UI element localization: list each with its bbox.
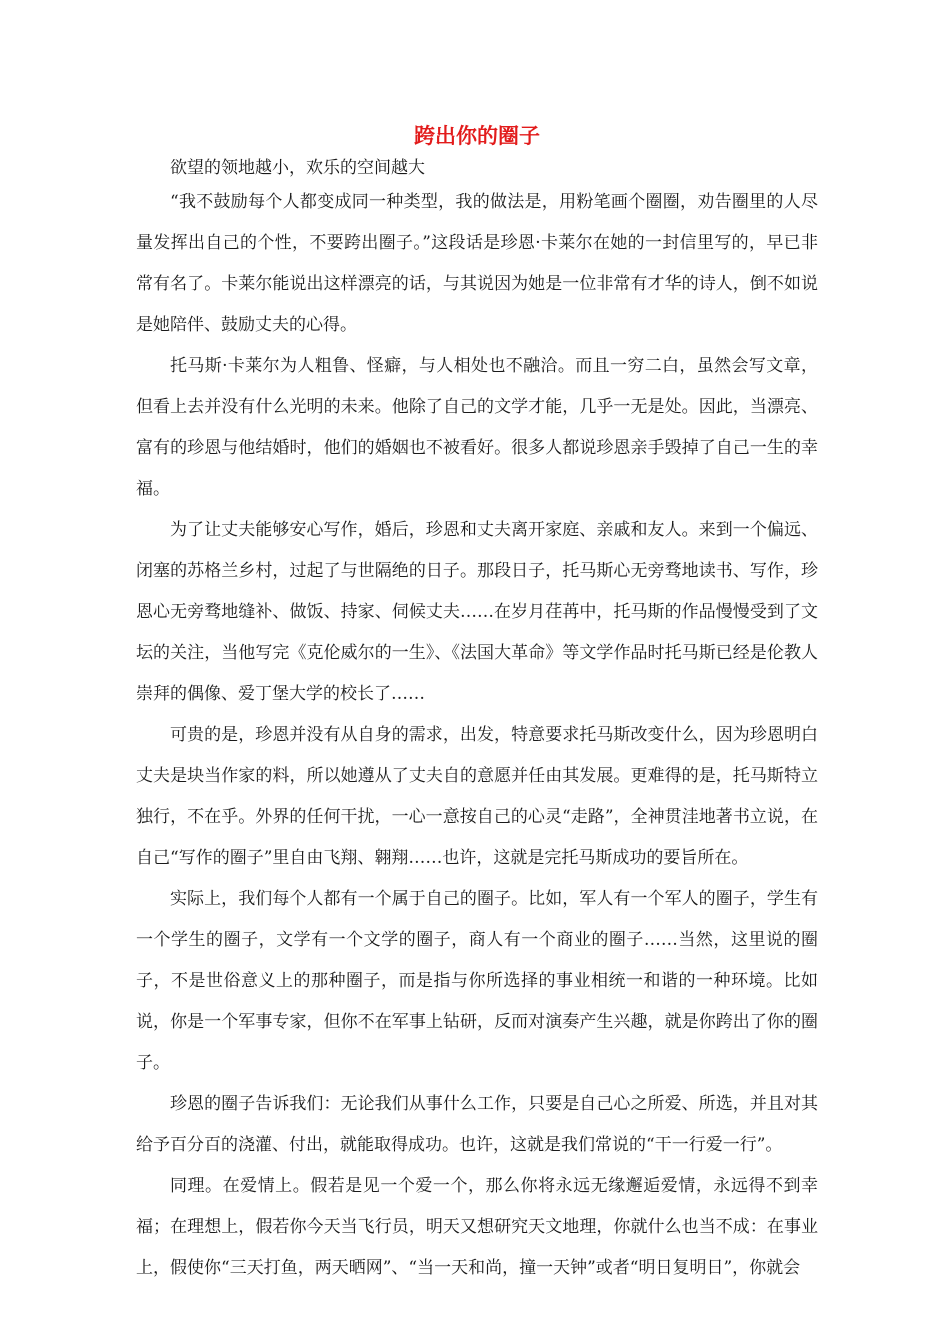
paragraph-1: “我不鼓励每个人都变成同一种类型，我的做法是，用粉笔画个圈圈，劝告圈里的人尽量发挥出自己的个性，不要跨出圈子。”这段话是珍恩·卡莱尔在她的一封信里写的，早已非常有名了。卡莱尔能说出这样漂亮的话，与其说因为她是一位非常有才华的诗人，倒不如说是她陪伴、鼓励丈夫的心得。 (136, 192, 818, 335)
paragraph-4: 可贵的是，珍恩并没有从自身的需求，出发，特意要求托马斯改变什么，因为珍恩明白丈夫是块当作家的料，所以她遵从了丈夫自的意愿并任由其发展。更难得的是，托马斯特立独行，不在乎。外界的任何干扰，一心一意按自己的心灵“走路”，全神贯洼地著书立说，在自己“写作的圈子”里自由飞翔、翱翔……也许，这就是完托马斯成功的要旨所在。 (136, 725, 818, 868)
paragraph-6: 珍恩的圈子告诉我们：无论我们从事什么工作，只要是自己心之所爱、所选，并且对其给予百分百的浇灌、付出，就能取得成功。也许，这就是我们常说的“干一行爱一行”。 (136, 1094, 818, 1155)
paragraph-5: 实际上，我们每个人都有一个属于自己的圈子。比如，军人有一个军人的圈子，学生有一个学生的圈子，文学有一个文学的圈子，商人有一个商业的圈子……当然，这里说的圈子，不是世俗意义上的那种圈子，而是指与你所选择的事业相统一和谐的一种环境。比如说，你是一个军事专家，但你不在军事上钻研，反而对演奏产生兴趣，就是你跨出了你的圈子。 (136, 889, 818, 1073)
document-title: 跨出你的圈子 (414, 123, 540, 148)
paragraph-3: 为了让丈夫能够安心写作，婚后，珍恩和丈夫离开家庭、亲戚和友人。来到一个偏远、闭塞的苏格兰乡村，过起了与世隔绝的日子。那段日子，托马斯心无旁骛地读书、写作，珍恩心无旁骛地缝补、做饭、持家、伺候丈夫……在岁月荏苒中，托马斯的作品慢慢受到了文坛的关注，当他写完《克伦威尔的一生》、《法国大革命》等文学作品时托马斯已经是伦教人崇拜的偶像、爱丁堡大学的校长了…… (136, 520, 818, 704)
document-subtitle: 欲望的领地越小，欢乐的空间越大 (170, 158, 425, 178)
paragraph-2: 托马斯·卡莱尔为人粗鲁、怪癖，与人相处也不融洽。而且一穷二白，虽然会写文章，但看上去并没有什么光明的未来。他除了自己的文学才能，几乎一无是处。因此，当漂亮、富有的珍恩与他结婚时，他们的婚姻也不被看好。很多人都说珍恩亲手毁掉了自己一生的幸福。 (136, 356, 818, 499)
paragraph-7: 同理。在爱情上。假若是见一个爱一个，那么你将永远无缘邂逅爱情，永远得不到幸福；在理想上，假若你今天当飞行员，明天又想研究天文地理，你就什么也当不成：在事业上，假使你“三天打鱼，两天晒网”、“当一天和尚，撞一天钟”或者“明日复明日”，你就会 (136, 1176, 818, 1278)
document-body (136, 118, 818, 1289)
